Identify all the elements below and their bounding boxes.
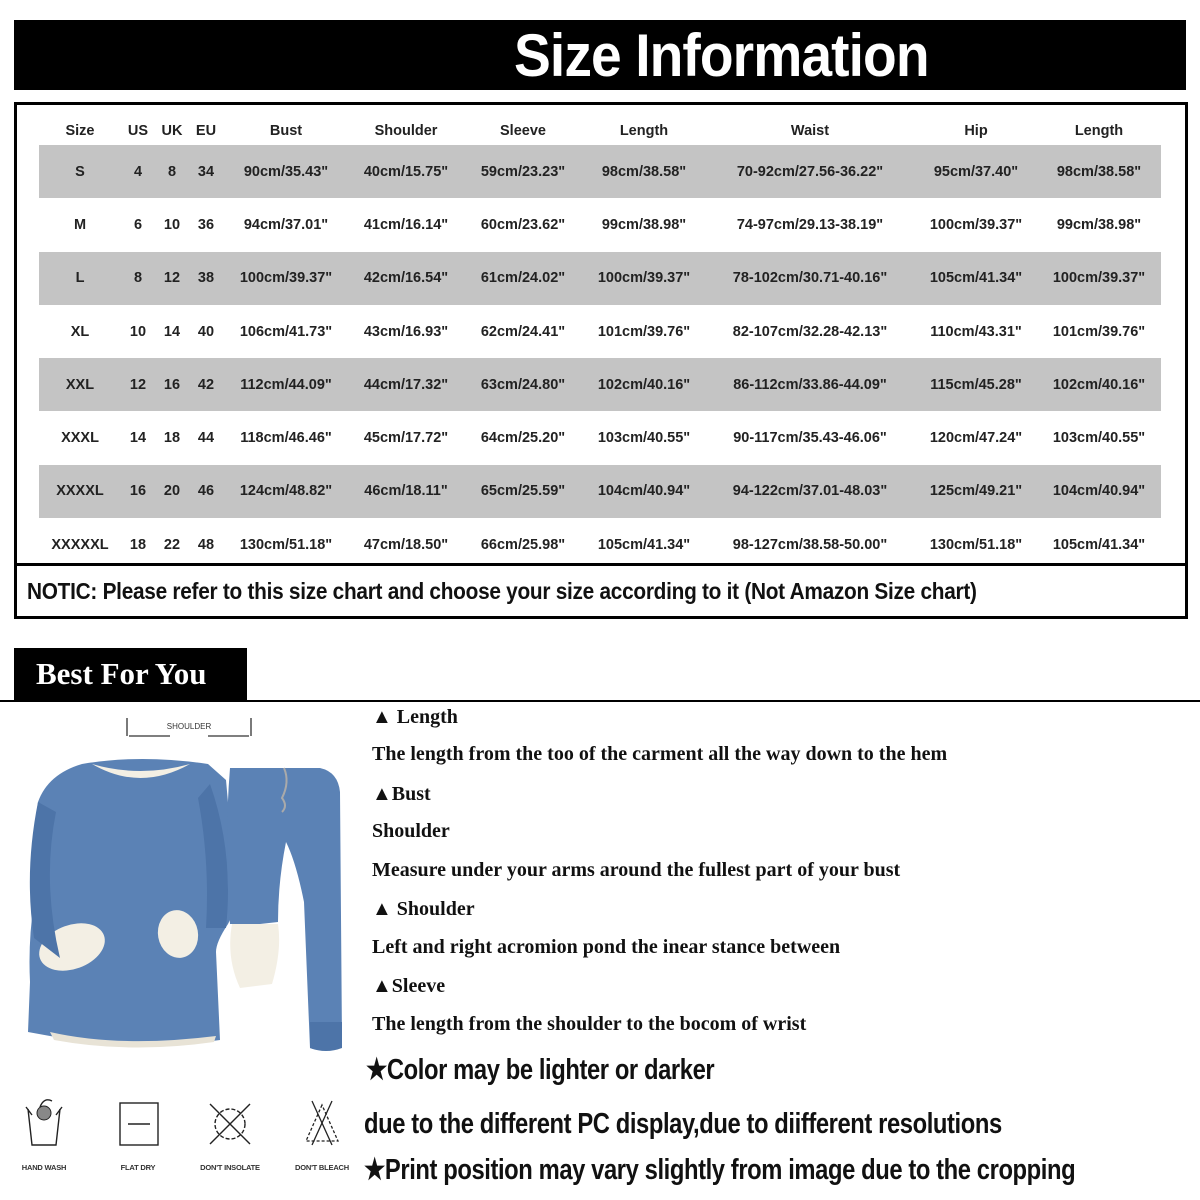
cell-size: XXXL bbox=[61, 430, 99, 447]
cell-pants-length: 100cm/39.37" bbox=[1037, 252, 1161, 305]
cell-hip: 95cm/37.40" bbox=[915, 145, 1037, 198]
cell-sleeve: 61cm/24.02" bbox=[463, 252, 583, 305]
care-instructions bbox=[0, 1095, 370, 1195]
column-header-eu: EU bbox=[195, 123, 217, 139]
care-label: HAND WASH bbox=[21, 1163, 67, 1172]
column-header-waist: Waist bbox=[790, 123, 830, 139]
cell-us: 6 bbox=[133, 216, 143, 233]
cell-hip: 120cm/47.24" bbox=[929, 430, 1023, 447]
cell-bust: 100cm/39.37" bbox=[223, 252, 349, 305]
cell-pants-length: 98cm/38.58" bbox=[1037, 145, 1161, 198]
column-header-size: Size bbox=[65, 123, 95, 139]
length-heading: ▲ Length bbox=[372, 706, 458, 728]
do-not-bleach-icon bbox=[300, 1095, 344, 1151]
cell-us: 10 bbox=[129, 323, 147, 340]
cell-us: 16 bbox=[121, 465, 155, 518]
cell-shoulder: 41cm/16.14" bbox=[363, 216, 449, 233]
column-header-sleeve: Sleeve bbox=[500, 123, 546, 139]
cell-size: XXXXXL bbox=[51, 536, 109, 553]
cell-waist: 82-107cm/32.28-42.13" bbox=[732, 323, 888, 340]
cell-top-length: 99cm/38.98" bbox=[601, 216, 687, 233]
hand-wash-icon bbox=[22, 1095, 66, 1151]
shoulder-heading: ▲ Shoulder bbox=[372, 898, 475, 920]
table-row bbox=[39, 358, 1161, 411]
cell-us: 12 bbox=[121, 358, 155, 411]
cell-us: 8 bbox=[121, 252, 155, 305]
cell-top-length: 102cm/40.16" bbox=[583, 358, 705, 411]
cell-hip: 130cm/51.18" bbox=[929, 536, 1023, 553]
cell-pants-length: 101cm/39.76" bbox=[1052, 323, 1146, 340]
cell-sleeve: 59cm/23.23" bbox=[463, 145, 583, 198]
cell-eu: 44 bbox=[197, 430, 215, 447]
cell-size: M bbox=[73, 216, 87, 233]
cell-eu: 46 bbox=[189, 465, 223, 518]
cell-hip: 115cm/45.28" bbox=[915, 358, 1037, 411]
column-header-bust: Bust bbox=[269, 123, 303, 139]
size-table bbox=[39, 117, 1161, 571]
cell-pants-length: 103cm/40.55" bbox=[1052, 430, 1146, 447]
cell-shoulder: 40cm/15.75" bbox=[349, 145, 463, 198]
cell-pants-length: 99cm/38.98" bbox=[1056, 216, 1142, 233]
cell-shoulder: 44cm/17.32" bbox=[349, 358, 463, 411]
table-row bbox=[39, 465, 1161, 518]
display-note: due to the different PC display,due to diifferent resolutions bbox=[364, 1108, 1002, 1140]
cell-uk: 14 bbox=[163, 323, 181, 340]
care-item-dont-bleach bbox=[278, 1095, 366, 1172]
cell-size: XL bbox=[70, 323, 90, 340]
cell-bust: 118cm/46.46" bbox=[240, 430, 332, 447]
table-row bbox=[39, 145, 1161, 198]
cell-size: XXXXL bbox=[39, 465, 121, 518]
bust-description: Measure under your arms around the fullest part of your bust bbox=[372, 859, 901, 881]
cell-top-length: 98cm/38.58" bbox=[583, 145, 705, 198]
cell-uk: 12 bbox=[155, 252, 189, 305]
pajama-set-illustration bbox=[20, 702, 360, 1072]
cell-eu: 34 bbox=[189, 145, 223, 198]
cell-waist: 86-112cm/33.86-44.09" bbox=[705, 358, 915, 411]
care-item-flat-dry bbox=[94, 1095, 182, 1172]
cell-top-length: 100cm/39.37" bbox=[583, 252, 705, 305]
size-chart bbox=[14, 102, 1188, 563]
cell-sleeve: 66cm/25.98" bbox=[480, 536, 566, 553]
table-row bbox=[39, 252, 1161, 305]
cell-pants-length: 105cm/41.34" bbox=[1052, 536, 1146, 553]
length-description: The length from the too of the carment all the way down to the hem bbox=[372, 743, 948, 765]
cell-eu: 42 bbox=[189, 358, 223, 411]
table-header-row bbox=[39, 117, 1161, 145]
cell-waist: 74-97cm/29.13-38.19" bbox=[736, 216, 884, 233]
cell-uk: 8 bbox=[155, 145, 189, 198]
column-header-hip: Hip bbox=[964, 123, 988, 139]
cell-us: 18 bbox=[129, 536, 147, 553]
column-header-uk: UK bbox=[161, 123, 183, 139]
cell-shoulder: 45cm/17.72" bbox=[363, 430, 449, 447]
care-item-dont-insolate bbox=[186, 1095, 274, 1172]
shoulder-label: SHOULDER bbox=[166, 722, 212, 731]
column-header-top-length: Length bbox=[619, 123, 669, 139]
cell-uk: 18 bbox=[163, 430, 181, 447]
cell-us: 14 bbox=[129, 430, 147, 447]
cell-hip: 105cm/41.34" bbox=[915, 252, 1037, 305]
cell-top-length: 103cm/40.55" bbox=[597, 430, 691, 447]
cell-bust: 124cm/48.82" bbox=[223, 465, 349, 518]
cell-eu: 48 bbox=[197, 536, 215, 553]
cell-uk: 10 bbox=[163, 216, 181, 233]
cell-shoulder: 47cm/18.50" bbox=[363, 536, 449, 553]
cell-bust: 130cm/51.18" bbox=[239, 536, 333, 553]
notice-text: NOTIC: Please refer to this size chart and choose your size according to it (Not Amazon Size chart) bbox=[27, 578, 977, 604]
cell-bust: 94cm/37.01" bbox=[243, 216, 329, 233]
cell-bust: 112cm/44.09" bbox=[223, 358, 349, 411]
cell-waist: 94-122cm/37.01-48.03" bbox=[705, 465, 915, 518]
care-label: FLAT DRY bbox=[120, 1163, 156, 1172]
cell-sleeve: 64cm/25.20" bbox=[480, 430, 566, 447]
column-header-pants-length: Length bbox=[1074, 123, 1124, 139]
cell-us: 4 bbox=[121, 145, 155, 198]
cell-size: XXL bbox=[39, 358, 121, 411]
product-image bbox=[20, 702, 360, 1072]
column-header-shoulder: Shoulder bbox=[374, 123, 438, 139]
cell-pants-length: 102cm/40.16" bbox=[1037, 358, 1161, 411]
notice-banner bbox=[14, 563, 1188, 619]
sleeve-heading: ▲Sleeve bbox=[372, 975, 446, 997]
cell-waist: 90-117cm/35.43-46.06" bbox=[733, 430, 887, 447]
cell-sleeve: 62cm/24.41" bbox=[480, 323, 566, 340]
flat-dry-icon bbox=[116, 1095, 160, 1151]
cell-shoulder: 42cm/16.54" bbox=[349, 252, 463, 305]
shoulder-description: Left and right acromion pond the inear stance between bbox=[372, 936, 841, 958]
cell-top-length: 104cm/40.94" bbox=[583, 465, 705, 518]
cell-hip: 100cm/39.37" bbox=[929, 216, 1023, 233]
care-label: DON'T INSOLATE bbox=[200, 1163, 260, 1172]
print-note: ★Print position may vary slightly from image due to the cropping bbox=[364, 1154, 1076, 1186]
cell-shoulder: 43cm/16.93" bbox=[363, 323, 449, 340]
cell-top-length: 105cm/41.34" bbox=[597, 536, 691, 553]
bust-heading: ▲Bust bbox=[372, 783, 431, 805]
care-label: DON'T BLEACH bbox=[295, 1163, 349, 1172]
cell-eu: 40 bbox=[197, 323, 215, 340]
cell-bust: 90cm/35.43" bbox=[223, 145, 349, 198]
best-for-you-label: Best For You bbox=[36, 656, 207, 691]
cell-sleeve: 60cm/23.62" bbox=[480, 216, 566, 233]
best-for-you-tab bbox=[14, 648, 247, 700]
cell-waist: 98-127cm/38.58-50.00" bbox=[732, 536, 888, 553]
cell-sleeve: 63cm/24.80" bbox=[463, 358, 583, 411]
cell-pants-length: 104cm/40.94" bbox=[1037, 465, 1161, 518]
cell-eu: 36 bbox=[197, 216, 215, 233]
cell-eu: 38 bbox=[189, 252, 223, 305]
sleeve-description: The length from the shoulder to the bocom of wrist bbox=[372, 1013, 807, 1035]
table-row bbox=[39, 198, 1161, 251]
cell-bust: 106cm/41.73" bbox=[239, 323, 333, 340]
cell-waist: 70-92cm/27.56-36.22" bbox=[705, 145, 915, 198]
cell-sleeve: 65cm/25.59" bbox=[463, 465, 583, 518]
do-not-tumble-dry-icon bbox=[206, 1095, 254, 1151]
cell-waist: 78-102cm/30.71-40.16" bbox=[705, 252, 915, 305]
table-row bbox=[39, 411, 1161, 464]
color-note: ★Color may be lighter or darker bbox=[366, 1054, 715, 1086]
cell-uk: 16 bbox=[155, 358, 189, 411]
page-title: Size Information bbox=[514, 22, 929, 89]
cell-shoulder: 46cm/18.11" bbox=[349, 465, 463, 518]
cell-size: S bbox=[39, 145, 121, 198]
care-item-hand-wash bbox=[0, 1095, 88, 1172]
cell-top-length: 101cm/39.76" bbox=[597, 323, 691, 340]
cell-uk: 22 bbox=[163, 536, 181, 553]
cell-size: L bbox=[39, 252, 121, 305]
bust-subheading: Shoulder bbox=[372, 820, 450, 842]
column-header-us: US bbox=[127, 123, 149, 139]
title-banner bbox=[14, 20, 1186, 90]
cell-uk: 20 bbox=[155, 465, 189, 518]
cell-hip: 110cm/43.31" bbox=[930, 323, 1022, 340]
cell-hip: 125cm/49.21" bbox=[915, 465, 1037, 518]
table-row bbox=[39, 305, 1161, 358]
